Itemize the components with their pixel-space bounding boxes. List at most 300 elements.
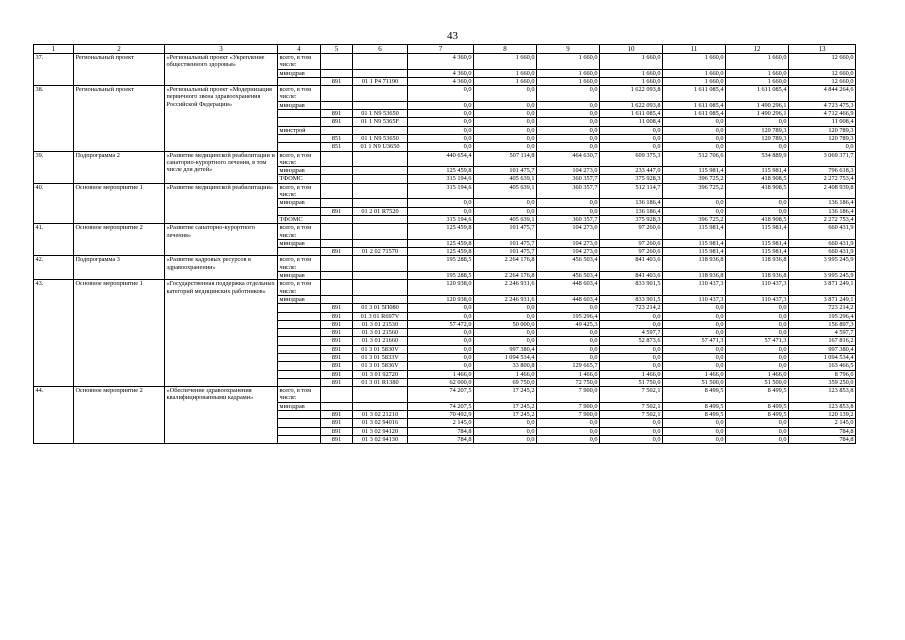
amount-cell: 136 186,4 [600, 207, 663, 215]
grbs-code: 891 [321, 207, 353, 215]
amount-cell: 0,0 [600, 353, 663, 361]
amount-cell: 0,0 [537, 329, 600, 337]
amount-cell: 841 403,6 [600, 272, 663, 280]
amount-cell: 0,0 [726, 362, 789, 370]
amount-cell: 7 900,0 [537, 387, 600, 403]
budget-code [353, 183, 408, 199]
amount-cell: 50 000,0 [474, 320, 537, 328]
page-number: 43 [447, 30, 458, 42]
amount-cell: 1 094 534,4 [789, 353, 856, 361]
budget-code: 01 1 N9 53650 [353, 110, 408, 118]
amount-cell: 0,0 [663, 329, 726, 337]
amount-cell: 118 936,8 [663, 272, 726, 280]
program-level: Основное мероприятие 1 [74, 183, 165, 223]
funding-source [278, 378, 321, 386]
amount-cell: 51 750,0 [600, 378, 663, 386]
amount-cell: 0,0 [474, 86, 537, 102]
amount-cell: 456 503,4 [537, 256, 600, 272]
grbs-code [321, 183, 353, 199]
amount-cell: 2 246 931,6 [474, 295, 537, 303]
grbs-code [321, 151, 353, 167]
amount-cell: 57 472,0 [408, 320, 474, 328]
amount-cell: 0,0 [726, 329, 789, 337]
amount-cell: 833 901,5 [600, 295, 663, 303]
amount-cell: 456 503,4 [537, 272, 600, 280]
amount-cell: 3 995 245,9 [789, 256, 856, 272]
amount-cell: 2 145,0 [789, 419, 856, 427]
amount-cell: 195 288,5 [408, 272, 474, 280]
budget-code: 01 1 N9 53650 [353, 134, 408, 142]
amount-cell: 129 665,7 [537, 362, 600, 370]
amount-cell: 0,0 [474, 419, 537, 427]
amount-cell: 0,0 [537, 337, 600, 345]
amount-cell: 375 928,3 [600, 215, 663, 223]
grbs-code [321, 167, 353, 175]
amount-cell: 1 622 093,8 [600, 86, 663, 102]
funding-source: всего, в том числе: [278, 54, 321, 70]
grbs-code [321, 256, 353, 272]
amount-cell: 0,0 [726, 435, 789, 443]
budget-code [353, 272, 408, 280]
amount-cell: 52 873,6 [600, 337, 663, 345]
amount-cell: 125 459,8 [408, 167, 474, 175]
table-row [34, 86, 856, 102]
amount-cell: 0,0 [537, 207, 600, 215]
amount-cell: 396 725,2 [663, 183, 726, 199]
amount-cell: 195 296,4 [537, 312, 600, 320]
amount-cell: 0,0 [726, 427, 789, 435]
funding-source [278, 320, 321, 328]
funding-source: минздрав [278, 239, 321, 247]
funding-source: всего, в том числе: [278, 151, 321, 167]
amount-cell: 0,0 [600, 320, 663, 328]
amount-cell: 1 660,0 [537, 69, 600, 77]
amount-cell: 0,0 [600, 345, 663, 353]
amount-cell: 1 611 085,4 [663, 110, 726, 118]
amount-cell: 0,0 [726, 143, 789, 151]
funding-source [278, 362, 321, 370]
amount-cell: 0,0 [537, 199, 600, 207]
amount-cell: 0,0 [663, 419, 726, 427]
amount-cell: 1 466,0 [537, 370, 600, 378]
table-body [34, 45, 856, 444]
budget-code [353, 101, 408, 109]
amount-cell: 1 660,0 [726, 54, 789, 70]
row-number: 39. [34, 151, 74, 183]
funding-source: минздрав [278, 101, 321, 109]
amount-cell: 0,0 [408, 110, 474, 118]
amount-cell: 0,0 [663, 345, 726, 353]
amount-cell: 0,0 [600, 143, 663, 151]
amount-cell: 0,0 [408, 143, 474, 151]
grbs-code: 891 [321, 118, 353, 126]
budget-code: 01 3 01 92720 [353, 370, 408, 378]
budget-code [353, 86, 408, 102]
amount-cell: 0,0 [663, 134, 726, 142]
budget-code [353, 151, 408, 167]
amount-cell: 1 466,0 [474, 370, 537, 378]
amount-cell: 1 622 093,8 [600, 101, 663, 109]
grbs-code: 891 [321, 353, 353, 361]
budget-code: 01 3 01 5836V [353, 362, 408, 370]
amount-cell: 115 981,4 [726, 167, 789, 175]
amount-cell: 7 900,0 [537, 402, 600, 410]
amount-cell: 57 471,3 [663, 337, 726, 345]
amount-cell: 0,0 [537, 134, 600, 142]
amount-cell: 136 186,4 [600, 199, 663, 207]
amount-cell: 784,8 [408, 435, 474, 443]
grbs-code [321, 199, 353, 207]
amount-cell: 123 853,8 [789, 387, 856, 403]
grbs-code: 891 [321, 77, 353, 85]
funding-source: минздрав [278, 69, 321, 77]
amount-cell: 440 654,4 [408, 151, 474, 167]
amount-cell: 1 660,0 [663, 77, 726, 85]
amount-cell: 0,0 [537, 86, 600, 102]
amount-cell: 7 900,0 [537, 411, 600, 419]
amount-cell: 418 908,5 [726, 183, 789, 199]
amount-cell: 0,0 [663, 353, 726, 361]
amount-cell: 69 750,0 [474, 378, 537, 386]
amount-cell: 33 800,8 [474, 362, 537, 370]
amount-cell: 120 938,0 [408, 295, 474, 303]
budget-code [353, 175, 408, 183]
amount-cell: 1 611 085,4 [726, 86, 789, 102]
budget-code [353, 126, 408, 134]
amount-cell: 1 660,0 [474, 69, 537, 77]
amount-cell: 0,0 [408, 312, 474, 320]
amount-cell: 12 660,0 [789, 69, 856, 77]
amount-cell: 0,0 [537, 110, 600, 118]
amount-cell: 997 380,4 [474, 345, 537, 353]
funding-source: минстрой [278, 126, 321, 134]
amount-cell: 120 938,0 [408, 280, 474, 296]
amount-cell: 0,0 [663, 320, 726, 328]
amount-cell: 0,0 [408, 134, 474, 142]
amount-cell: 7 502,1 [600, 411, 663, 419]
amount-cell: 120 789,3 [789, 134, 856, 142]
program-level: Подпрограмма 2 [74, 151, 165, 183]
amount-cell: 660 431,9 [789, 248, 856, 256]
funding-source: всего, в том числе: [278, 256, 321, 272]
program-level: Основное мероприятие 2 [74, 387, 165, 444]
amount-cell: 115 981,4 [726, 239, 789, 247]
funding-source: всего, в том числе: [278, 183, 321, 199]
amount-cell: 125 459,8 [408, 224, 474, 240]
column-number-cell: 11 [663, 45, 726, 54]
amount-cell: 405 639,1 [474, 183, 537, 199]
amount-cell: 841 403,6 [600, 256, 663, 272]
program-name: «Государственная поддержка отдельных категорий медицинских работников» [165, 280, 278, 387]
funding-source: ТФОМС [278, 215, 321, 223]
amount-cell: 115 981,4 [663, 167, 726, 175]
amount-cell: 97 260,6 [600, 239, 663, 247]
amount-cell: 49 425,3 [537, 320, 600, 328]
amount-cell: 0,0 [408, 101, 474, 109]
budget-code [353, 167, 408, 175]
funding-source [278, 312, 321, 320]
funding-source: минздрав [278, 272, 321, 280]
row-number: 43. [34, 280, 74, 387]
amount-cell: 2 246 931,6 [474, 280, 537, 296]
amount-cell: 110 437,3 [726, 295, 789, 303]
amount-cell: 0,0 [408, 329, 474, 337]
amount-cell: 1 466,0 [663, 370, 726, 378]
amount-cell: 0,0 [474, 304, 537, 312]
amount-cell: 315 194,6 [408, 175, 474, 183]
row-number: 42. [34, 256, 74, 280]
amount-cell: 0,0 [537, 101, 600, 109]
amount-cell: 0,0 [474, 329, 537, 337]
amount-cell: 101 475,7 [474, 248, 537, 256]
amount-cell: 784,8 [408, 427, 474, 435]
funding-source: всего, в том числе: [278, 86, 321, 102]
amount-cell: 0,0 [600, 435, 663, 443]
budget-code: 01 1 N9 U3650 [353, 143, 408, 151]
amount-cell: 0,0 [663, 199, 726, 207]
amount-cell: 448 603,4 [537, 295, 600, 303]
table-row [34, 224, 856, 240]
grbs-code [321, 54, 353, 70]
amount-cell: 8 499,5 [726, 402, 789, 410]
amount-cell: 4 597,7 [600, 329, 663, 337]
amount-cell: 0,0 [600, 362, 663, 370]
grbs-code [321, 224, 353, 240]
grbs-code: 891 [321, 370, 353, 378]
amount-cell: 2 264 176,8 [474, 272, 537, 280]
amount-cell: 507 114,8 [474, 151, 537, 167]
amount-cell: 833 901,5 [600, 280, 663, 296]
funding-source: минздрав [278, 199, 321, 207]
funding-source: всего, в том числе: [278, 280, 321, 296]
amount-cell: 0,0 [600, 134, 663, 142]
column-number-cell: 12 [726, 45, 789, 54]
amount-cell: 57 471,3 [726, 337, 789, 345]
amount-cell: 74 207,5 [408, 402, 474, 410]
amount-cell: 1 660,0 [537, 54, 600, 70]
amount-cell: 448 603,4 [537, 280, 600, 296]
amount-cell: 74 207,5 [408, 387, 474, 403]
amount-cell: 464 630,7 [537, 151, 600, 167]
amount-cell: 4 360,0 [408, 77, 474, 85]
amount-cell: 1 611 085,4 [663, 101, 726, 109]
amount-cell: 118 936,8 [663, 256, 726, 272]
funding-source [278, 427, 321, 435]
grbs-code: 891 [321, 411, 353, 419]
column-number-cell: 6 [353, 45, 408, 54]
amount-cell: 8 499,5 [663, 402, 726, 410]
funding-source [278, 337, 321, 345]
amount-cell: 118 936,8 [726, 256, 789, 272]
amount-cell: 0,0 [537, 427, 600, 435]
amount-cell: 0,0 [537, 419, 600, 427]
amount-cell: 784,8 [789, 427, 856, 435]
grbs-code [321, 239, 353, 247]
amount-cell: 70 492,9 [408, 411, 474, 419]
grbs-code [321, 69, 353, 77]
row-number: 41. [34, 224, 74, 256]
budget-code: 01 3 01 R697V [353, 312, 408, 320]
grbs-code: 891 [321, 320, 353, 328]
amount-cell: 72 750,0 [537, 378, 600, 386]
amount-cell: 2 145,0 [408, 419, 474, 427]
budget-code [353, 256, 408, 272]
amount-cell: 115 981,4 [663, 239, 726, 247]
funding-source [278, 134, 321, 142]
amount-cell: 195 296,4 [789, 312, 856, 320]
funding-source [278, 304, 321, 312]
amount-cell: 1 660,0 [663, 69, 726, 77]
amount-cell: 0,0 [474, 427, 537, 435]
amount-cell: 315 194,6 [408, 215, 474, 223]
funding-source [278, 329, 321, 337]
amount-cell: 418 908,5 [726, 215, 789, 223]
amount-cell: 0,0 [408, 345, 474, 353]
amount-cell: 0,0 [474, 143, 537, 151]
amount-cell: 4 360,0 [408, 69, 474, 77]
amount-cell: 360 357,7 [537, 215, 600, 223]
program-name: «Региональный проект «Укрепление общественного здоровья» [165, 54, 278, 86]
grbs-code [321, 215, 353, 223]
amount-cell: 784,8 [789, 435, 856, 443]
amount-cell: 4 597,7 [789, 329, 856, 337]
program-name: «Развитие медицинской реабилитации» [165, 183, 278, 223]
amount-cell: 3 995 245,9 [789, 272, 856, 280]
table-row [34, 183, 856, 199]
amount-cell: 104 273,0 [537, 167, 600, 175]
amount-cell: 0,0 [600, 427, 663, 435]
amount-cell: 8 499,5 [726, 411, 789, 419]
amount-cell: 125 459,8 [408, 239, 474, 247]
amount-cell: 0,0 [474, 435, 537, 443]
amount-cell: 8 796,0 [789, 370, 856, 378]
grbs-code [321, 402, 353, 410]
amount-cell: 405 639,1 [474, 175, 537, 183]
budget-code: 01 3 01 5П080 [353, 304, 408, 312]
amount-cell: 110 437,3 [663, 280, 726, 296]
grbs-code: 891 [321, 248, 353, 256]
funding-source [278, 345, 321, 353]
amount-cell: 512 706,6 [663, 151, 726, 167]
amount-cell: 17 245,2 [474, 402, 537, 410]
amount-cell: 1 490 296,1 [726, 110, 789, 118]
amount-cell: 120 789,3 [789, 126, 856, 134]
amount-cell: 396 725,2 [663, 175, 726, 183]
amount-cell: 0,0 [600, 419, 663, 427]
amount-cell: 163 466,5 [789, 362, 856, 370]
amount-cell: 1 466,0 [600, 370, 663, 378]
row-number: 40. [34, 183, 74, 223]
amount-cell: 375 928,3 [600, 175, 663, 183]
funding-source [278, 143, 321, 151]
amount-cell: 0,0 [663, 207, 726, 215]
budget-code [353, 224, 408, 240]
amount-cell: 8 499,5 [663, 411, 726, 419]
amount-cell: 123 853,8 [789, 402, 856, 410]
amount-cell: 0,0 [408, 337, 474, 345]
amount-cell: 723 214,2 [789, 304, 856, 312]
amount-cell: 2 408 939,8 [789, 183, 856, 199]
budget-code: 01 1 Р4 71190 [353, 77, 408, 85]
amount-cell: 0,0 [663, 126, 726, 134]
program-name: «Развитие кадровых ресурсов в здравоохранении» [165, 256, 278, 280]
amount-cell: 0,0 [474, 337, 537, 345]
amount-cell: 0,0 [537, 353, 600, 361]
amount-cell: 1 660,0 [600, 54, 663, 70]
amount-cell: 4 723 475,3 [789, 101, 856, 109]
program-level: Основное мероприятие 1 [74, 280, 165, 387]
amount-cell: 1 660,0 [474, 54, 537, 70]
amount-cell: 534 889,9 [726, 151, 789, 167]
grbs-code: 891 [321, 362, 353, 370]
amount-cell: 0,0 [537, 126, 600, 134]
amount-cell: 51 500,0 [726, 378, 789, 386]
amount-cell: 8 499,5 [663, 387, 726, 403]
funding-source [278, 77, 321, 85]
amount-cell: 11 008,4 [789, 118, 856, 126]
amount-cell: 136 186,4 [789, 199, 856, 207]
grbs-code [321, 295, 353, 303]
amount-cell: 12 660,0 [789, 54, 856, 70]
amount-cell: 1 611 085,4 [663, 86, 726, 102]
column-number-cell: 7 [408, 45, 474, 54]
budget-code: 01 2 02 71570 [353, 248, 408, 256]
program-name: «Развитие санаторно-курортного лечения» [165, 224, 278, 256]
amount-cell: 0,0 [726, 304, 789, 312]
table-row [34, 151, 856, 167]
amount-cell: 110 437,3 [663, 295, 726, 303]
amount-cell: 0,0 [474, 101, 537, 109]
amount-cell: 796 618,3 [789, 167, 856, 175]
table-row [34, 387, 856, 403]
grbs-code [321, 126, 353, 134]
amount-cell: 3 069 371,7 [789, 151, 856, 167]
amount-cell: 125 459,8 [408, 248, 474, 256]
budget-code: 01 3 01 5833V [353, 353, 408, 361]
funding-source [278, 207, 321, 215]
amount-cell: 51 500,0 [663, 378, 726, 386]
funding-source: ТФОМС [278, 175, 321, 183]
grbs-code: 891 [321, 329, 353, 337]
amount-cell: 0,0 [726, 199, 789, 207]
amount-cell: 0,0 [408, 362, 474, 370]
budget-code [353, 215, 408, 223]
budget-code: 01 3 01 21560 [353, 329, 408, 337]
amount-cell: 0,0 [408, 86, 474, 102]
amount-cell: 0,0 [726, 312, 789, 320]
amount-cell: 1 660,0 [663, 54, 726, 70]
funding-source: минздрав [278, 295, 321, 303]
budget-code [353, 69, 408, 77]
grbs-code [321, 101, 353, 109]
funding-source: минздрав [278, 402, 321, 410]
amount-cell: 1 094 534,4 [474, 353, 537, 361]
funding-source [278, 110, 321, 118]
amount-cell: 104 273,0 [537, 224, 600, 240]
amount-cell: 360 357,7 [537, 183, 600, 199]
budget-code: 01 3 01 21530 [353, 320, 408, 328]
grbs-code: 851 [321, 143, 353, 151]
amount-cell: 1 660,0 [726, 69, 789, 77]
program-level: Региональный проект [74, 54, 165, 86]
amount-cell: 0,0 [663, 427, 726, 435]
column-number-cell: 9 [537, 45, 600, 54]
amount-cell: 0,0 [474, 126, 537, 134]
row-number: 44. [34, 387, 74, 444]
amount-cell: 156 897,3 [789, 320, 856, 328]
amount-cell: 7 502,1 [600, 387, 663, 403]
amount-cell: 1 490 296,1 [726, 101, 789, 109]
